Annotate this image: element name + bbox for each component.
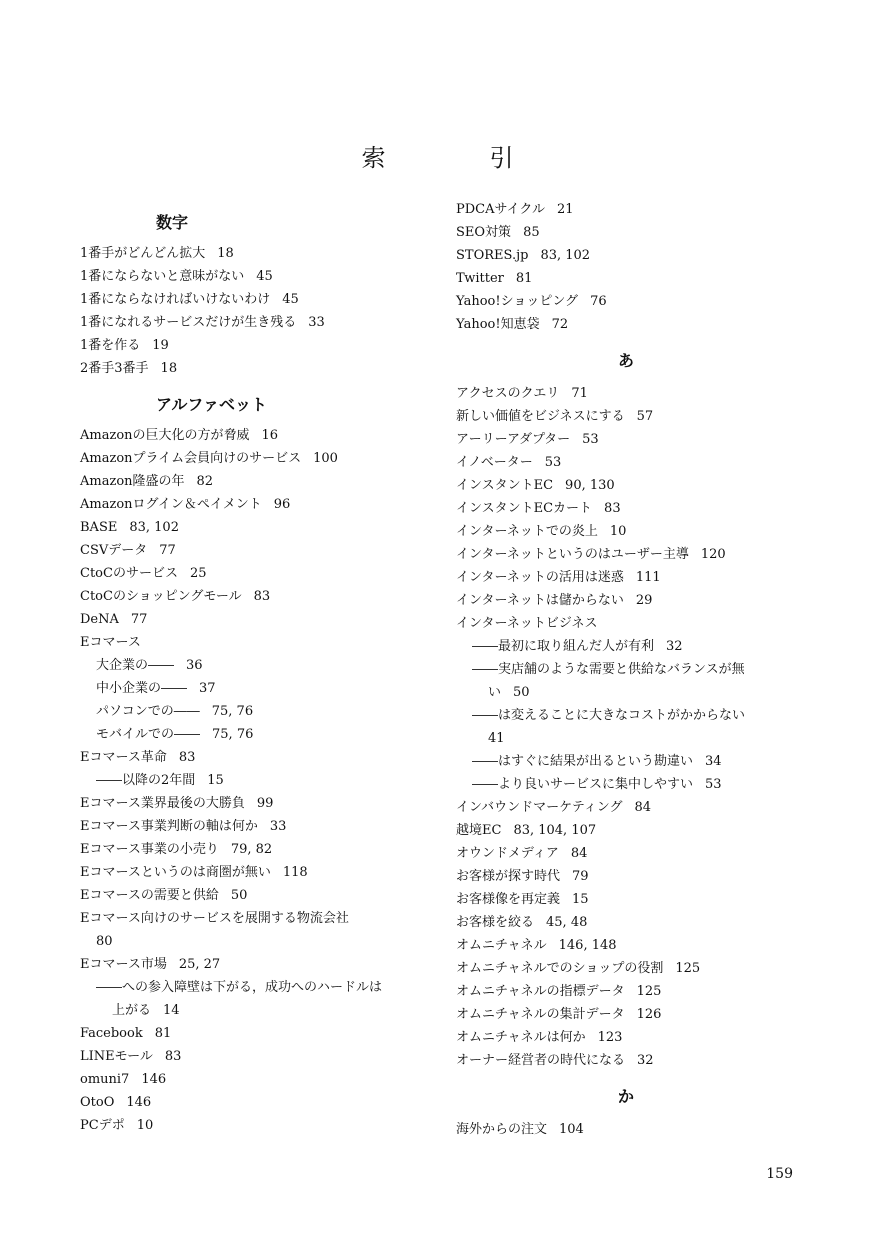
index-term: STORES.jp — [456, 248, 529, 263]
index-entry — [456, 773, 722, 796]
index-term: Eコマース市場 — [80, 957, 167, 972]
index-page-ref: 50 — [513, 685, 530, 700]
index-entry — [456, 267, 532, 290]
index-page-ref: 100 — [313, 451, 338, 466]
index-term: アクセスのクエリ — [456, 386, 560, 401]
index-term: Amazonの巨大化の方が脅威 — [80, 428, 250, 443]
index-page-ref: 83, 102 — [540, 248, 591, 263]
index-entry — [80, 700, 253, 723]
index-entry — [456, 313, 568, 336]
index-term: PDCAサイクル — [456, 202, 545, 217]
index-term: Amazon隆盛の年 — [80, 474, 185, 489]
index-page-ref: 45, 48 — [546, 915, 588, 930]
index-entry — [80, 723, 253, 746]
index-entry — [80, 999, 180, 1022]
index-term: 上がる — [112, 1003, 152, 1018]
index-page-ref: 83 — [178, 750, 196, 765]
index-entry — [456, 244, 590, 267]
index-entry — [80, 424, 278, 447]
index-page-ref: 25, 27 — [178, 957, 221, 972]
index-term: SEO対策 — [456, 225, 512, 240]
index-page-ref: 85 — [523, 225, 540, 240]
index-term: オウンドメディア — [456, 846, 559, 861]
index-term: 越境EC — [456, 823, 502, 838]
index-term: Eコマース事業の小売り — [80, 842, 219, 857]
index-page-ref: 75, 76 — [212, 727, 254, 742]
index-term: Eコマース — [80, 635, 141, 650]
index-entry — [456, 704, 745, 727]
index-page-ref: 83, 102 — [129, 520, 179, 535]
index-term: LINEモール — [80, 1049, 153, 1064]
index-term: 大企業の―― — [96, 658, 175, 673]
index-page-ref: 32 — [666, 639, 683, 654]
index-entry — [80, 976, 382, 999]
index-term: ――より良いサービスに集中しやすい — [472, 777, 694, 792]
index-term: インターネットというのはユーザー主導 — [456, 547, 689, 562]
index-entry — [80, 1114, 153, 1137]
index-term: ――は変えることに大きなコストがかからない — [472, 708, 746, 723]
index-term: 1番になれるサービスだけが生き残る — [80, 315, 297, 330]
index-term: Yahoo!知恵袋 — [456, 317, 540, 332]
index-page-ref: 83 — [253, 589, 271, 604]
index-term: ――実店舗のような需要と供給なバランスが無 — [472, 662, 745, 677]
index-entry — [456, 635, 683, 658]
index-term: DeNA — [80, 612, 119, 627]
index-page-ref: 57 — [636, 409, 654, 424]
index-term: 中小企業の―― — [96, 681, 188, 696]
index-term: Twitter — [456, 271, 504, 286]
index-page-ref: 80 — [96, 934, 113, 949]
index-term: CtoCのサービス — [80, 566, 178, 581]
index-entry — [456, 819, 596, 842]
index-term: Eコマース向けのサービスを展開する物流会社 — [80, 911, 349, 926]
index-entry — [80, 884, 247, 907]
index-page-ref: 76 — [590, 294, 607, 309]
index-entry — [456, 221, 540, 244]
index-term: イノベーター — [456, 455, 533, 470]
section-heading: か — [617, 1087, 634, 1106]
index-page-ref: 146 — [141, 1072, 167, 1087]
index-entry — [456, 658, 745, 681]
index-page-ref: 146, 148 — [558, 938, 617, 953]
index-term: アーリーアダプター — [456, 432, 571, 447]
index-entry — [80, 470, 213, 493]
index-page-ref: 16 — [261, 428, 279, 443]
index-entry — [456, 750, 722, 773]
index-term: お客様を絞る — [456, 915, 535, 930]
index-term: 1番を作る — [80, 338, 141, 353]
index-entry — [80, 493, 290, 516]
index-entry — [456, 497, 621, 520]
index-page-ref: 34 — [705, 754, 722, 769]
index-page-ref: 10 — [136, 1118, 154, 1133]
index-entry — [456, 1049, 654, 1072]
page-number: 159 — [766, 1166, 793, 1182]
index-page-ref: 111 — [635, 570, 661, 585]
index-entry — [80, 447, 338, 470]
index-page-ref: 96 — [273, 497, 291, 512]
index-page-ref: 99 — [256, 796, 274, 811]
index-term: い — [488, 685, 502, 700]
index-term: インスタントECカート — [456, 501, 593, 516]
index-entry — [456, 198, 574, 221]
index-entry — [456, 934, 617, 957]
index-term: インターネットビジネス — [456, 616, 598, 631]
index-entry — [456, 382, 588, 405]
index-entry — [80, 769, 224, 792]
index-term: 新しい価値をビジネスにする — [456, 409, 625, 424]
index-term: オムニチャネルでのショップの役割 — [456, 961, 664, 976]
index-page-ref: 83 — [604, 501, 621, 516]
index-entry — [80, 1091, 151, 1114]
index-entry — [80, 539, 176, 562]
index-entry — [80, 654, 203, 677]
index-term: ――への参入障壁は下がる，成功へのハードルは — [96, 980, 383, 995]
index-term: Amazonログイン＆ペイメント — [80, 497, 262, 512]
index-term: OtoO — [80, 1095, 115, 1110]
index-entry — [456, 980, 661, 1003]
index-entry — [456, 842, 587, 865]
index-entry — [456, 543, 726, 566]
index-page-ref: 19 — [152, 338, 169, 353]
index-entry — [456, 796, 651, 819]
index-entry — [80, 242, 234, 265]
index-page-ref: 45 — [256, 269, 273, 284]
index-page-ref: 37 — [199, 681, 216, 696]
index-entry — [456, 566, 661, 589]
index-term: オムニチャネルは何か — [456, 1030, 586, 1045]
index-page-ref: 36 — [186, 658, 203, 673]
index-page-ref: 33 — [269, 819, 287, 834]
index-page-ref: 81 — [154, 1026, 172, 1041]
index-entry — [80, 1022, 171, 1045]
index-entry — [456, 290, 607, 313]
index-term: インバウンドマーケティング — [456, 800, 623, 815]
index-term: Eコマース革命 — [80, 750, 167, 765]
index-entry — [80, 1068, 166, 1091]
index-term: Eコマース事業判断の軸は何か — [80, 819, 258, 834]
index-entry — [456, 428, 599, 451]
index-term: オムニチャネルの集計データ — [456, 1007, 625, 1022]
index-term: インターネットの活用は迷惑 — [456, 570, 624, 585]
index-entry — [456, 1026, 622, 1049]
index-term: ――最初に取り組んだ人が有利 — [472, 639, 655, 654]
index-term: omuni7 — [80, 1072, 130, 1087]
index-term: インターネットでの炎上 — [456, 524, 598, 539]
index-page-ref: 14 — [163, 1003, 180, 1018]
index-entry — [80, 288, 299, 311]
index-page-ref: 125 — [636, 984, 662, 999]
index-entry — [456, 589, 652, 612]
index-entry — [456, 451, 561, 474]
index-page-ref: 77 — [159, 543, 176, 558]
index-page-ref: 29 — [635, 593, 653, 608]
index-entry — [456, 865, 589, 888]
index-entry — [80, 608, 147, 631]
index-page-ref: 104 — [559, 1122, 584, 1137]
index-entry — [80, 953, 220, 976]
index-term: Amazonプライム会員向けのサービス — [80, 451, 302, 466]
index-term: Eコマース業界最後の大勝負 — [80, 796, 245, 811]
page-title: 索 引 — [361, 144, 554, 172]
index-entry — [80, 907, 349, 930]
index-page-ref: 72 — [551, 317, 569, 332]
index-entry — [80, 357, 177, 380]
index-page-ref: 83, 104, 107 — [513, 823, 597, 838]
index-page-ref: 15 — [572, 892, 589, 907]
index-term: CSVデータ — [80, 543, 148, 558]
index-page-ref: 53 — [544, 455, 562, 470]
index-term: Facebook — [80, 1026, 143, 1041]
index-entry — [80, 792, 273, 815]
index-term: 1番手がどんどん拡大 — [80, 246, 206, 261]
index-page-ref: 45 — [282, 292, 299, 307]
index-page-ref: 10 — [609, 524, 627, 539]
section-heading: 数字 — [156, 213, 189, 232]
index-term: オムニチャネル — [456, 938, 547, 953]
index-term: Eコマースというのは商圏が無い — [80, 865, 271, 880]
index-term: 1番にならないと意味がない — [80, 269, 245, 284]
index-entry — [456, 1118, 584, 1141]
section-heading: アルファベット — [156, 395, 268, 414]
index-term: インターネットは儲からない — [456, 593, 624, 608]
index-page-ref: 118 — [282, 865, 308, 880]
index-term: 海外からの注文 — [456, 1122, 548, 1137]
index-entry — [80, 815, 286, 838]
index-entry — [80, 930, 113, 953]
index-entry — [456, 681, 530, 704]
index-term: お客様像を再定義 — [456, 892, 561, 907]
index-page-ref: 21 — [556, 202, 574, 217]
section-heading: あ — [617, 351, 634, 370]
index-page-ref: 123 — [597, 1030, 623, 1045]
index-entry — [456, 727, 505, 750]
index-page-ref: 50 — [230, 888, 248, 903]
index-term: Yahoo!ショッピング — [456, 294, 579, 309]
index-page-ref: 71 — [571, 386, 588, 401]
index-entry — [456, 520, 626, 543]
index-page-ref: 81 — [515, 271, 533, 286]
index-term: CtoCのショッピングモール — [80, 589, 242, 604]
index-entry — [80, 631, 141, 654]
index-entry — [80, 585, 270, 608]
index-entry — [80, 334, 169, 357]
index-entry — [456, 888, 589, 911]
index-page-ref: 25 — [189, 566, 207, 581]
index-page-ref: 146 — [126, 1095, 152, 1110]
index-page-ref: 15 — [207, 773, 224, 788]
index-entry — [456, 405, 653, 428]
index-page-ref: 32 — [637, 1053, 654, 1068]
index-term: PCデポ — [80, 1118, 125, 1133]
index-entry — [456, 957, 700, 980]
index-entry — [80, 516, 179, 539]
index-page-ref: 126 — [636, 1007, 662, 1022]
index-page-ref: 41 — [488, 731, 505, 746]
index-term: ――以降の2年間 — [96, 773, 196, 788]
index-entry — [456, 911, 587, 934]
index-term: BASE — [80, 520, 118, 535]
index-page-ref: 82 — [196, 474, 214, 489]
index-entry — [80, 861, 308, 884]
index-term: 1番にならなければいけないわけ — [80, 292, 271, 307]
index-page-ref: 77 — [130, 612, 148, 627]
index-term: オムニチャネルの指標データ — [456, 984, 625, 999]
index-term: Eコマースの需要と供給 — [80, 888, 219, 903]
index-term: ――はすぐに結果が出るという勘違い — [472, 754, 694, 769]
index-term: パソコンでの―― — [96, 704, 200, 719]
index-entry — [80, 562, 207, 585]
index-page-ref: 18 — [160, 361, 178, 376]
index-page-ref: 53 — [582, 432, 599, 447]
index-page-ref: 84 — [634, 800, 652, 815]
index-page-ref: 33 — [308, 315, 325, 330]
index-entry — [80, 838, 272, 861]
index-entry — [80, 746, 195, 769]
index-entry — [456, 474, 615, 497]
index-entry — [80, 311, 325, 334]
index-term: インスタントEC — [456, 478, 554, 493]
index-entry — [80, 677, 216, 700]
index-page-ref: 125 — [675, 961, 701, 976]
index-page-ref: 84 — [570, 846, 588, 861]
index-page-ref: 79, 82 — [230, 842, 273, 857]
index-page-ref: 75, 76 — [211, 704, 254, 719]
index-term: モバイルでの―― — [96, 727, 201, 742]
index-page-ref: 79 — [572, 869, 589, 884]
index-entry — [80, 1045, 181, 1068]
index-term: オーナー経営者の時代になる — [456, 1053, 626, 1068]
index-entry — [456, 1003, 661, 1026]
index-page-ref: 120 — [700, 547, 726, 562]
index-entry — [456, 612, 597, 635]
index-entry — [80, 265, 273, 288]
index-term: お客様が探す時代 — [456, 869, 561, 884]
index-page-ref: 18 — [217, 246, 234, 261]
index-page-ref: 90, 130 — [565, 478, 615, 493]
index-page-ref: 53 — [705, 777, 722, 792]
index-page-ref: 83 — [164, 1049, 182, 1064]
index-term: 2番手3番手 — [80, 361, 149, 376]
